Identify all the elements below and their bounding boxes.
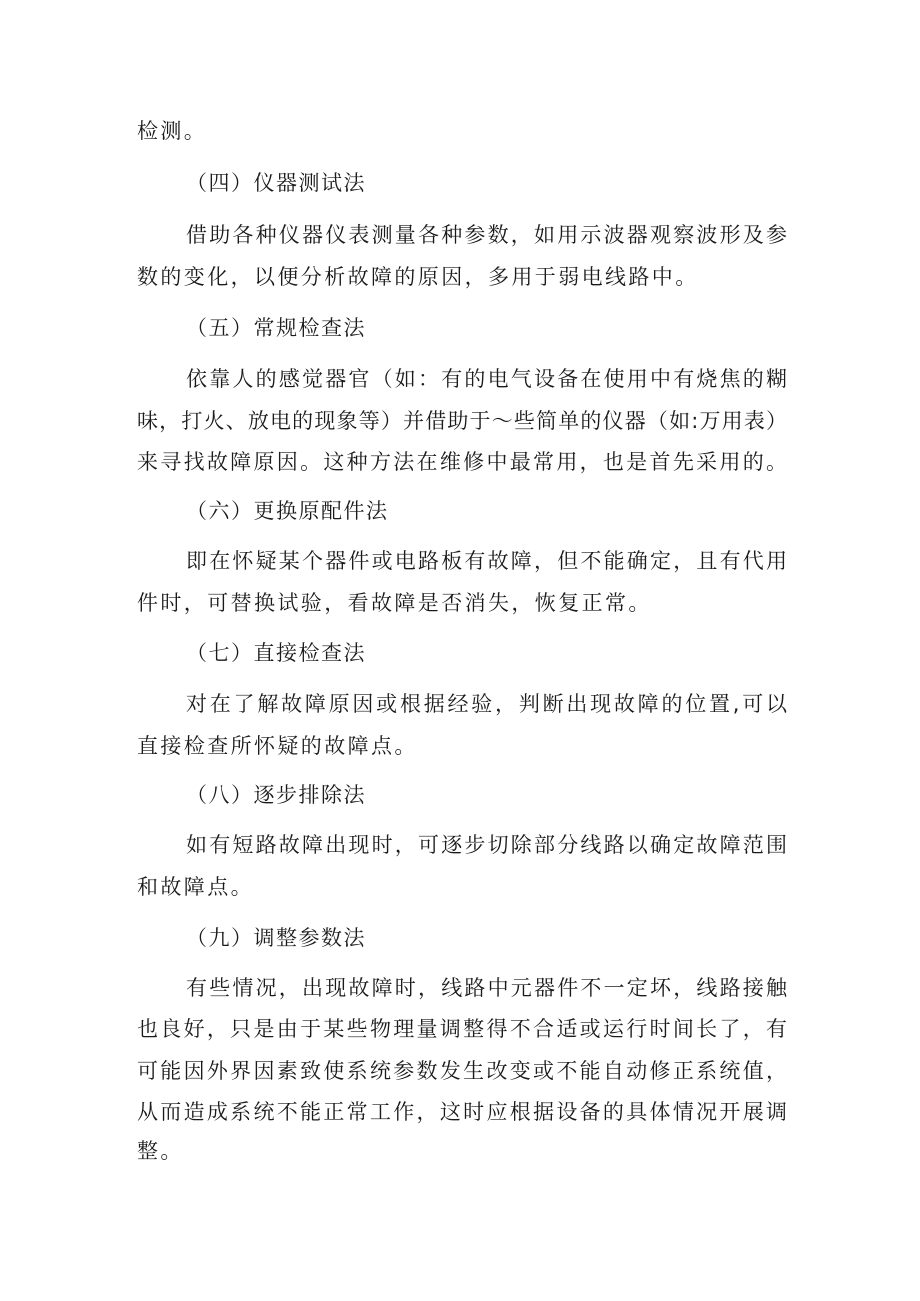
paragraph-line: 借助各种仪器仪表测量各种参数，如用示波器观察波形及参 <box>186 223 787 247</box>
paragraph-line: 直接检查所怀疑的故障点。 <box>137 734 418 758</box>
section-heading: （六）更换原配件法 <box>186 499 389 523</box>
paragraph-line: 依靠人的感觉器官（如：有的电气设备在使用中有烧焦的糊 <box>186 367 787 391</box>
paragraph-line: 如有短路故障出现时，可逐步切除部分线路以确定故障范围 <box>186 833 787 857</box>
paragraph-line: 可能因外界因素致使系统参数发生改变或不能自动修正系统值， <box>137 1059 787 1083</box>
section-heading: （九）调整参数法 <box>186 926 366 950</box>
paragraph-line: 即在怀疑某个器件或电路板有故障，但不能确定，且有代用 <box>186 549 787 573</box>
paragraph-line: 也良好，只是由于某些物理量调整得不合适或运行时间长了，有 <box>137 1017 787 1041</box>
paragraph-line: 从而造成系统不能正常工作，这时应根据设备的具体情况开展调 <box>137 1100 787 1124</box>
paragraph-line: 件时，可替换试验，看故障是否消失，恢复正常。 <box>137 591 652 615</box>
paragraph-line: 对在了解故障原因或根据经验，判断出现故障的位置,可以 <box>186 692 787 716</box>
section-heading: （八）逐步排除法 <box>186 783 366 807</box>
section-heading: （七）直接检查法 <box>186 641 366 665</box>
paragraph-line: 检测。 <box>137 119 208 143</box>
paragraph-line: 有些情况，出现故障时，线路中元器件不一定坏，线路接触 <box>186 976 787 1000</box>
section-heading: （四）仪器测试法 <box>186 171 366 195</box>
paragraph-line: 数的变化，以便分析故障的原因，多用于弱电线路中。 <box>137 265 699 289</box>
paragraph-line: 来寻找故障原因。这种方法在维修中最常用，也是首先采用的。 <box>137 450 787 474</box>
paragraph-line: 味，打火、放电的现象等）并借助于～些简单的仪器（如:万用表） <box>137 409 787 433</box>
paragraph-line: 和故障点。 <box>137 875 254 899</box>
section-heading: （五）常规检查法 <box>186 316 366 340</box>
paragraph-line: 整。 <box>137 1139 184 1163</box>
